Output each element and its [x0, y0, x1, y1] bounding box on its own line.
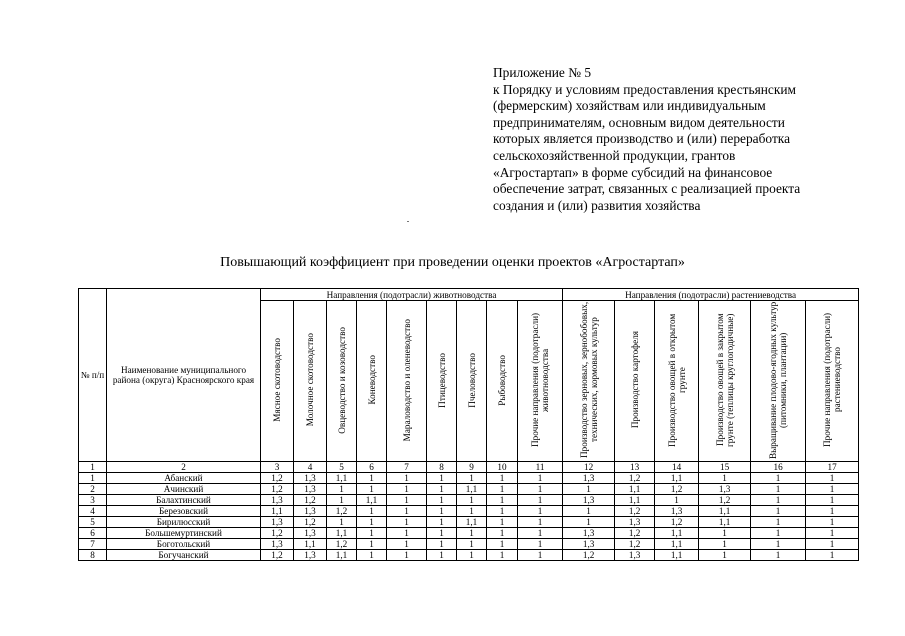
table-row — [79, 506, 859, 517]
coefficient-cell: 1 — [427, 528, 457, 539]
coefficient-cell: 1 — [457, 506, 487, 517]
coefficient-cell: 1 — [518, 484, 563, 495]
column-header — [806, 301, 859, 462]
coefficient-cell: 1 — [563, 506, 615, 517]
row-number: 7 — [79, 539, 107, 550]
column-header-label: Пчеловодство — [466, 352, 477, 408]
coefficient-cell: 1 — [699, 550, 751, 561]
coefficient-cell: 1,3 — [294, 484, 327, 495]
column-number: 8 — [427, 462, 457, 473]
column-header-label: Прочие направления (подотрасли) животноводства — [530, 312, 551, 448]
row-number: 1 — [79, 473, 107, 484]
column-number: 7 — [387, 462, 427, 473]
table-row — [79, 528, 859, 539]
coefficient-cell: 1 — [518, 506, 563, 517]
coefficient-cell: 1 — [387, 484, 427, 495]
row-number: 5 — [79, 517, 107, 528]
coefficient-cell: 1 — [806, 495, 859, 506]
appendix-line: сельскохозяйственной продукции, грантов — [493, 147, 736, 163]
coefficient-cell: 1,1 — [327, 550, 357, 561]
coefficient-cell: 1 — [357, 517, 387, 528]
column-header-label: Овцеводство и козоводство — [336, 326, 347, 434]
coefficient-cell: 1 — [487, 550, 518, 561]
appendix-line: которых является производство и (или) переработка — [493, 131, 791, 147]
coefficient-cell: 1 — [487, 473, 518, 484]
district-name: Бирилюсский — [107, 517, 261, 528]
coefficient-cell: 1,3 — [563, 495, 615, 506]
scan-speck — [407, 221, 409, 222]
coefficient-cell: 1 — [457, 495, 487, 506]
coefficient-cell: 1 — [357, 528, 387, 539]
column-header-label: Прочие направления (подотрасли) растениеводство — [822, 312, 843, 448]
appendix-line: предпринимателям, основным видом деятельности — [493, 114, 785, 130]
column-header — [615, 301, 655, 462]
column-number: 1 — [79, 462, 107, 473]
coefficient-cell: 1,2 — [327, 506, 357, 517]
coefficient-cell: 1,2 — [261, 528, 294, 539]
row-number: 6 — [79, 528, 107, 539]
coefficient-cell: 1,1 — [655, 550, 699, 561]
coefficient-cell: 1,2 — [615, 539, 655, 550]
coefficient-cell: 1 — [427, 506, 457, 517]
coefficient-cell: 1,2 — [261, 484, 294, 495]
column-header-label: Рыбоводство — [497, 354, 507, 406]
coefficient-cell: 1 — [327, 517, 357, 528]
table-row — [79, 473, 859, 484]
coefficient-cell: 1 — [751, 517, 806, 528]
coefficient-cell: 1 — [357, 539, 387, 550]
coefficient-cell: 1 — [327, 495, 357, 506]
header-group-plant: Направления (подотрасли) растениеводства — [563, 289, 859, 301]
column-number: 2 — [107, 462, 261, 473]
header-group-animal: Направления (подотрасли) животноводства — [261, 289, 563, 301]
header-district-name: Наименование муниципального района (округа) Красноярского края — [107, 289, 261, 462]
coefficient-cell: 1 — [518, 517, 563, 528]
coefficient-cell: 1,3 — [699, 484, 751, 495]
column-header-label: Мясное скотоводство — [272, 338, 282, 422]
coefficient-cell: 1 — [518, 539, 563, 550]
column-header-label: Производство зерновых, зернобобовых, технических, кормовых культур — [578, 301, 599, 459]
coefficient-cell: 1 — [427, 550, 457, 561]
coefficient-cell: 1,2 — [563, 550, 615, 561]
column-number: 15 — [699, 462, 751, 473]
coefficient-cell: 1 — [457, 539, 487, 550]
coefficient-cell: 1 — [518, 550, 563, 561]
coefficient-cell: 1 — [806, 484, 859, 495]
district-name: Боготольский — [107, 539, 261, 550]
coefficient-cell: 1,3 — [261, 539, 294, 550]
coefficient-cell: 1 — [751, 550, 806, 561]
column-number-row — [79, 462, 859, 473]
coefficient-cell: 1 — [751, 506, 806, 517]
coefficient-cell: 1 — [357, 506, 387, 517]
coefficient-cell: 1,3 — [261, 517, 294, 528]
coefficient-cell: 1,2 — [655, 517, 699, 528]
column-header — [751, 301, 806, 462]
district-name: Ачинский — [107, 484, 261, 495]
column-number: 13 — [615, 462, 655, 473]
column-header — [563, 301, 615, 462]
district-name: Балахтинский — [107, 495, 261, 506]
column-number: 9 — [457, 462, 487, 473]
coefficient-cell: 1,1 — [655, 539, 699, 550]
column-header-label: Птицеводство — [436, 352, 447, 408]
appendix-caption — [493, 65, 893, 214]
coefficient-cell: 1 — [387, 550, 427, 561]
appendix-line: Приложение № 5 — [493, 65, 592, 80]
column-number: 4 — [294, 462, 327, 473]
coefficient-cell: 1 — [655, 495, 699, 506]
column-number: 3 — [261, 462, 294, 473]
column-header — [427, 301, 457, 462]
column-header — [294, 301, 327, 462]
column-header-label: Выращивание плодово-ягодных культур (питомники, плантации) — [768, 301, 789, 459]
document-title: Повышающий коэффициент при проведении оценки проектов «Агростартап» — [220, 255, 685, 270]
coefficient-cell: 1,3 — [563, 473, 615, 484]
coefficient-cell: 1 — [427, 495, 457, 506]
column-header-label: Мараловодство и оленеводство — [401, 318, 412, 442]
appendix-line: «Агростартап» в форме субсидий на финансовое — [493, 164, 773, 180]
coefficient-cell: 1 — [563, 484, 615, 495]
coefficient-cell: 1,3 — [655, 506, 699, 517]
coefficient-cell: 1,1 — [327, 473, 357, 484]
coefficient-cell: 1 — [751, 484, 806, 495]
coefficient-cell: 1,3 — [615, 517, 655, 528]
coefficient-cell: 1,1 — [699, 506, 751, 517]
coefficient-cell: 1,2 — [261, 550, 294, 561]
coefficient-cell: 1,1 — [457, 517, 487, 528]
column-number: 5 — [327, 462, 357, 473]
column-header-label: Производство картофеля — [629, 331, 640, 429]
row-number: 4 — [79, 506, 107, 517]
coefficient-cell: 1 — [387, 495, 427, 506]
coefficient-cell: 1,3 — [294, 550, 327, 561]
coefficient-cell: 1 — [427, 539, 457, 550]
column-number: 10 — [487, 462, 518, 473]
coefficient-cell: 1,1 — [294, 539, 327, 550]
column-number: 11 — [518, 462, 563, 473]
coefficient-cell: 1 — [751, 495, 806, 506]
district-name: Абанский — [107, 473, 261, 484]
coefficient-cell: 1 — [457, 528, 487, 539]
column-header-label: Производство овощей в закрытом грунте (теплицы круглогодичные) — [714, 313, 735, 447]
column-header — [357, 301, 387, 462]
coefficient-cell: 1,1 — [615, 495, 655, 506]
coefficient-cell: 1,3 — [294, 473, 327, 484]
coefficient-cell: 1,2 — [615, 473, 655, 484]
coefficient-cell: 1 — [518, 495, 563, 506]
coefficient-cell: 1,1 — [615, 484, 655, 495]
column-header-label: Коневодство — [366, 355, 377, 405]
column-number: 6 — [357, 462, 387, 473]
coefficient-cell: 1 — [387, 517, 427, 528]
coefficient-cell: 1 — [518, 473, 563, 484]
coefficient-cell: 1 — [806, 528, 859, 539]
coefficient-cell: 1 — [357, 473, 387, 484]
district-name: Березовский — [107, 506, 261, 517]
coefficient-cell: 1 — [457, 550, 487, 561]
district-name: Богучанский — [107, 550, 261, 561]
row-number: 2 — [79, 484, 107, 495]
column-number: 14 — [655, 462, 699, 473]
coefficient-cell: 1 — [357, 550, 387, 561]
coefficient-cell: 1,2 — [327, 539, 357, 550]
column-header — [518, 301, 563, 462]
column-header — [327, 301, 357, 462]
coefficient-cell: 1 — [487, 506, 518, 517]
coefficient-cell: 1 — [487, 517, 518, 528]
appendix-line: к Порядку и условиям предоставления крестьянским — [493, 81, 797, 97]
coefficient-cell: 1,1 — [699, 517, 751, 528]
row-number: 3 — [79, 495, 107, 506]
coefficient-cell: 1 — [751, 473, 806, 484]
coefficient-cell: 1,1 — [655, 473, 699, 484]
coefficient-cell: 1,1 — [655, 528, 699, 539]
coefficient-cell: 1,2 — [294, 495, 327, 506]
coefficient-cell: 1,2 — [615, 506, 655, 517]
coefficient-cell: 1,2 — [615, 528, 655, 539]
coefficient-cell: 1 — [457, 473, 487, 484]
coefficient-cell: 1,3 — [294, 506, 327, 517]
column-header — [457, 301, 487, 462]
coefficient-cell: 1 — [806, 517, 859, 528]
coefficient-cell: 1 — [427, 517, 457, 528]
column-header — [699, 301, 751, 462]
coefficient-cell: 1 — [699, 539, 751, 550]
coefficient-cell: 1 — [357, 484, 387, 495]
coefficient-cell: 1 — [327, 484, 357, 495]
coefficient-cell: 1 — [806, 506, 859, 517]
coefficient-cell: 1 — [563, 517, 615, 528]
appendix-line: создания и (или) развития хозяйства — [493, 197, 701, 213]
coefficient-cell: 1,1 — [327, 528, 357, 539]
header-number: № п/п — [79, 289, 107, 462]
coefficient-cell: 1,2 — [699, 495, 751, 506]
coefficient-cell: 1 — [518, 528, 563, 539]
column-number: 12 — [563, 462, 615, 473]
coefficient-cell: 1,1 — [261, 506, 294, 517]
coefficient-cell: 1,3 — [261, 495, 294, 506]
table-row — [79, 484, 859, 495]
column-number: 16 — [751, 462, 806, 473]
coefficient-cell: 1 — [387, 473, 427, 484]
column-header-label: Производство овощей в открытом грунте — [666, 313, 687, 447]
coefficient-cell: 1,1 — [457, 484, 487, 495]
district-name: Большемуртинский — [107, 528, 261, 539]
coefficient-cell: 1 — [387, 528, 427, 539]
coefficient-cell: 1 — [487, 495, 518, 506]
coefficient-cell: 1 — [427, 473, 457, 484]
column-header — [261, 301, 294, 462]
coefficient-cell: 1 — [387, 506, 427, 517]
coefficient-cell: 1 — [806, 539, 859, 550]
column-header — [655, 301, 699, 462]
coefficient-cell: 1,3 — [294, 528, 327, 539]
coefficient-cell: 1 — [487, 484, 518, 495]
coefficient-cell: 1,3 — [615, 550, 655, 561]
coefficient-cell: 1 — [699, 473, 751, 484]
coefficient-cell: 1 — [487, 528, 518, 539]
table-row — [79, 495, 859, 506]
coefficient-cell: 1 — [806, 550, 859, 561]
coefficient-cell: 1,2 — [294, 517, 327, 528]
table-row — [79, 539, 859, 550]
coefficient-table — [78, 288, 859, 561]
table-row — [79, 517, 859, 528]
coefficient-cell: 1 — [751, 528, 806, 539]
coefficient-cell: 1,2 — [655, 484, 699, 495]
coefficient-cell: 1 — [427, 484, 457, 495]
coefficient-cell: 1 — [751, 539, 806, 550]
appendix-line: (фермерским) хозяйствам или индивидуальным — [493, 98, 766, 114]
table-body — [79, 473, 859, 561]
coefficient-cell: 1 — [806, 473, 859, 484]
column-header-label: Молочное скотоводство — [305, 333, 315, 427]
appendix-line: обеспечение затрат, связанных с реализацией проекта — [493, 181, 801, 197]
coefficient-cell: 1,2 — [261, 473, 294, 484]
coefficient-cell: 1 — [487, 539, 518, 550]
coefficient-cell: 1,3 — [563, 539, 615, 550]
column-header — [387, 301, 427, 462]
column-number: 17 — [806, 462, 859, 473]
table-row — [79, 550, 859, 561]
coefficient-cell: 1 — [699, 528, 751, 539]
row-number: 8 — [79, 550, 107, 561]
column-header — [487, 301, 518, 462]
coefficient-cell: 1,3 — [563, 528, 615, 539]
coefficient-cell: 1 — [387, 539, 427, 550]
coefficient-cell: 1,1 — [357, 495, 387, 506]
